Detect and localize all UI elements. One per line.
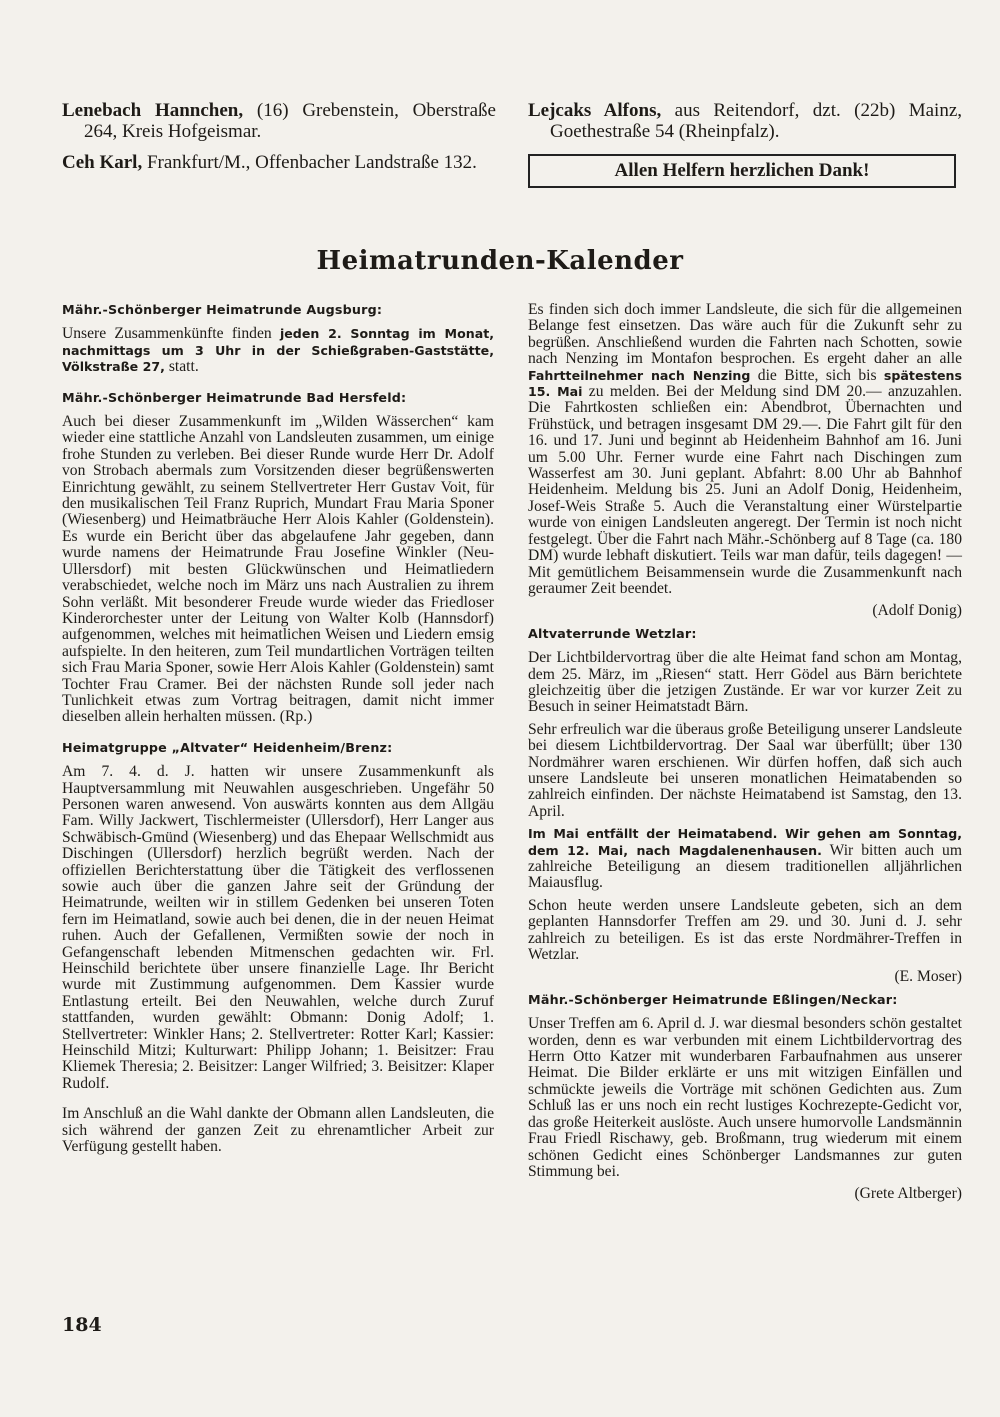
paragraph: Im Anschluß an die Wahl dankte der Obmann allen Landsleuten, die sich während der ganzen Zeit zu ehrenamtlicher Arbeit zur Verfügung gestellt haben.	[62, 1105, 494, 1156]
text-run: zu melden. Bei der Meldung sind DM 20.— anzuzahlen. Die Fahrtkosten schließen ein: Abendbrot, Übernachten und Frühstück, und betragen insgesamt DM 29.—. Die Fahrt gilt für den 16. und 17. Juni und beginnt ab Heidenheim Bahnhof am 16. Juni um 5.00 Uhr. Ferner wurde eine Fahrt nach Dischingen zum Wasserfest am 30. Juni geplant. Abfahrt: 8.00 Uhr ab Bahnhof Heidenheim. Meldung bis 25. Juni an Adolf Donig, Heidenheim, Josef-Weis Straße 5. Auch die Veranstaltung einer Würstelpartie wurde von einigen Landsleuten angeregt. Der Termin ist noch nicht festgelegt. Über die Fahrt nach Mähr.-Schönberg auf 8 Tage (ca. 180 DM) wurde lebhaft diskutiert. Teils war man dafür, teils dagegen! — Mit gemütlichem Beisammensein wurde die Zusammenkunft nach geraumer Zeit beendet.	[528, 383, 962, 597]
paragraph: Am 7. 4. d. J. hatten wir unsere Zusammenkunft als Hauptversammlung mit Neuwahlen ausgeschrieben. Ungefähr 50 Personen waren anwesend. Von auswärts konnten aus dem Allgäu Fam. Willy Jackwert, Tischlermeister (Ullersdorf), Herr Langer aus Schwäbisch-Gmünd (Wiesenberg) und das Ehepaar Wellschmidt aus Dischingen (Ullersdorf) herzlich begrüßt werden. Nach der offiziellen Berichterstattung über die Tätigkeit des verflossenen sowie auch über die ganzen Jahre seit der Gründung der Heimatrunde, weilten wir in stillem Gedenken bei unseren Toten fern im Heimatland, sowie auch bei denen, die in der neuen Heimat ruhen. Auch der Gefallenen, Vermißten sowie der noch in Gefangenschaft lebenden Mitmenschen gedachten wir. Frl. Heinschild berichtete über unsere finanzielle Lage. Ihr Bericht wurde mit Zustimmung aufgenommen. Dem Kassier wurde Entlastung erteilt. Bei den Neuwahlen, welche durch Zuruf stattfanden, wurden gewählt: Obmann: Donig Adolf; 1. Stellvertreter: Winkler Hans; 2. Stellvertreter: Rotter Karl; Kassier: Heinschild Mitzi; Kulturwart: Philipp Johann; 1. Beisitzer: Frau Kliemek Theresia; 2. Beisitzer: Langer Wilfried; 3. Beisitzer: Klaper Rudolf.	[62, 763, 494, 1092]
address-entry	[62, 152, 496, 173]
section-heading: Altvaterrunde Wetzlar:	[528, 625, 697, 641]
text-run: Wir bitten auch um zahlreiche Beteiligung an diesem traditionellen alljährlichen Maiausflug.	[528, 841, 962, 892]
entry-name: Ceh Karl,	[62, 152, 143, 173]
paragraph: Sehr erfreulich war die überaus große Beteiligung unserer Landsleute bei diesem Lichtbildervortrag. Der Saal war überfüllt; über 130 Nordmährer waren erschienen. Wir dürfen hoffen, daß sich auch unsere Landsleute bei unseren monatlichen Heimatabenden so zahlreich einfinden. Der nächste Heimatabend ist Samstag, den 13. April.	[528, 720, 962, 820]
signature: (Grete Altberger)	[854, 1185, 962, 1203]
paragraph: Schon heute werden unsere Landsleute gebeten, sich an dem geplanten Hannsdorfer Treffen am 29. und 30. Juni d. J. sehr zahlreich zu beteiligen. Es ist das erste Nordmährer-Treffen in Wetzlar.	[528, 896, 962, 964]
paragraph: Der Lichtbildervortrag über die alte Heimat fand schon am Montag, dem 25. März, im „Riesen“ statt. Herr Gödel aus Bärn berichtete gleichzeitig über die jetzigen Zustände. Er war vor kurzer Zeit zu Besuch in seiner Heimatstadt Bärn.	[528, 649, 962, 716]
bold-text: Im Mai entfällt der Heimatabend. Wir gehen am Sonntag, dem 12. Mai, nach Magdalenenhausen.	[528, 826, 962, 858]
entry-name: Lenebach Hannchen,	[62, 100, 244, 121]
bold-text: jeden 2. Sonntag im Monat, nachmittags um 3 Uhr in der Schießgraben-Gaststätte, Völkstraße 27,	[62, 326, 494, 375]
entry-text: (16) Grebenstein, Oberstraße 264, Kreis Hofgeismar.	[84, 100, 496, 142]
text-run: die Bitte, sich bis	[757, 366, 877, 384]
address-entry	[62, 100, 496, 142]
bold-text: Fahrtteilnehmer nach Nenzing	[528, 367, 751, 383]
paragraph: Auch bei dieser Zusammenkunft im „Wilden Wässerchen“ kam wieder eine stattliche Anzahl von Landsleuten zusammen, um einige frohe Stunden zu verleben. Bei dieser Runde wurde Herr Dr. Adolf von Strobach abermals zum Vorsitzenden dieser begrüßenswerten Einrichtung gewählt, zu seinem Stellvertreter Herr Gustav Voit, für den musikalischen Teil Franz Ruprich, Mundart Frau Maria Sponer (Wiesenberg) und Heimatbräuche Herr Alois Kahler (Goldenstein). Es wurde ein Bericht über das abgelaufene Jahr gegeben, dann wurde namens der Heimatrunde Frau Josefine Winkler (Neu-Ullersdorf) mit besten Glückwünschen und Heimatliedern verabschiedet, welche noch im März uns nach Australien zu ihrem Sohn verläßt. Mit besonderer Freude wurde wieder das Friedloser Kinderorchester unter der Leitung von Walter Kolb (Hannsdorf) aufgenommen, welches mit heimatlichen Weisen und Liedern emsig aufspielte. In den heiteren, zum Teil mundartlichen Vorträgen teilten sich Frau Maria Sponer, sowie Herr Alois Kahler (Goldenstein) samt Tochter Frau Cramer. Bei der nächsten Runde soll jeder nach Tunlichkeit etwas zum Vortrag beitragen, damit nicht immer dieselben allein herhalten müssen. (Rp.)	[62, 413, 494, 726]
entry-name: Lejcaks Alfons,	[528, 100, 662, 121]
page-title: Heimatrunden-Kalender	[316, 246, 684, 276]
address-entry	[528, 100, 962, 142]
right-column	[528, 302, 962, 1209]
text-run: Unsere Zusammenkünfte finden	[62, 325, 272, 343]
page-number: 184	[62, 1314, 102, 1336]
text-run: statt.	[168, 358, 199, 376]
bold-text: spätestens 15. Mai	[528, 367, 963, 400]
paragraph	[528, 826, 962, 892]
paragraph: Unser Treffen am 6. April d. J. war diesmal besonders schön gestaltet worden, denn es war verbunden mit einem Lichtbildervortrag des Herrn Otto Katzer mit wunderbaren Farbaufnahmen aus unserer Heimat. Die Bilder erklärte er uns mit witzigen Einfällen und schmückte jeweils die Vorträge mit schönen Gedichten aus. Zum Schluß las er uns noch ein recht lustiges Kochrezepte-Gedicht vor, das große Heiterkeit auslöste. Auch unsere humorvolle Landsmännin Frau Friedl Rischawy, geb. Broßmann, trug wiederum mit einem schönen Gedicht eines Schönberger Landsmannes zur guten Stimmung bei.	[528, 1015, 962, 1180]
section-heading: Mähr.-Schönberger Heimatrunde Augsburg:	[62, 302, 383, 317]
signature: (E. Moser)	[894, 968, 962, 986]
section-heading: Mähr.-Schönberger Heimatrunde Bad Hersfeld:	[62, 389, 407, 405]
paragraph	[528, 302, 962, 597]
section-heading: Heimatgruppe „Altvater“ Heidenheim/Brenz:	[62, 739, 393, 755]
text-run: Es finden sich doch immer Landsleute, die sich für die allgemeinen Belange fest einsetzen. Das wäre auch für die Zukunft sehr zu begrüßen. Anschließend wurden die Fahrten nach Schotten, sowie nach Nenzing im Montafon besprochen. Es ergeht daher an alle	[528, 301, 962, 368]
thanks-box: Allen Helfern herzlichen Dank!	[528, 154, 956, 188]
left-column	[62, 302, 494, 1162]
section-heading: Mähr.-Schönberger Heimatrunde Eßlingen/Neckar:	[528, 991, 898, 1007]
entry-text: aus Reitendorf, dzt. (22b) Mainz, Goethestraße 54 (Rheinpfalz).	[550, 100, 962, 142]
entry-text: Frankfurt/M., Offenbacher Landstraße 132.	[146, 152, 477, 173]
signature: (Adolf Donig)	[872, 602, 962, 620]
paragraph	[62, 326, 494, 375]
